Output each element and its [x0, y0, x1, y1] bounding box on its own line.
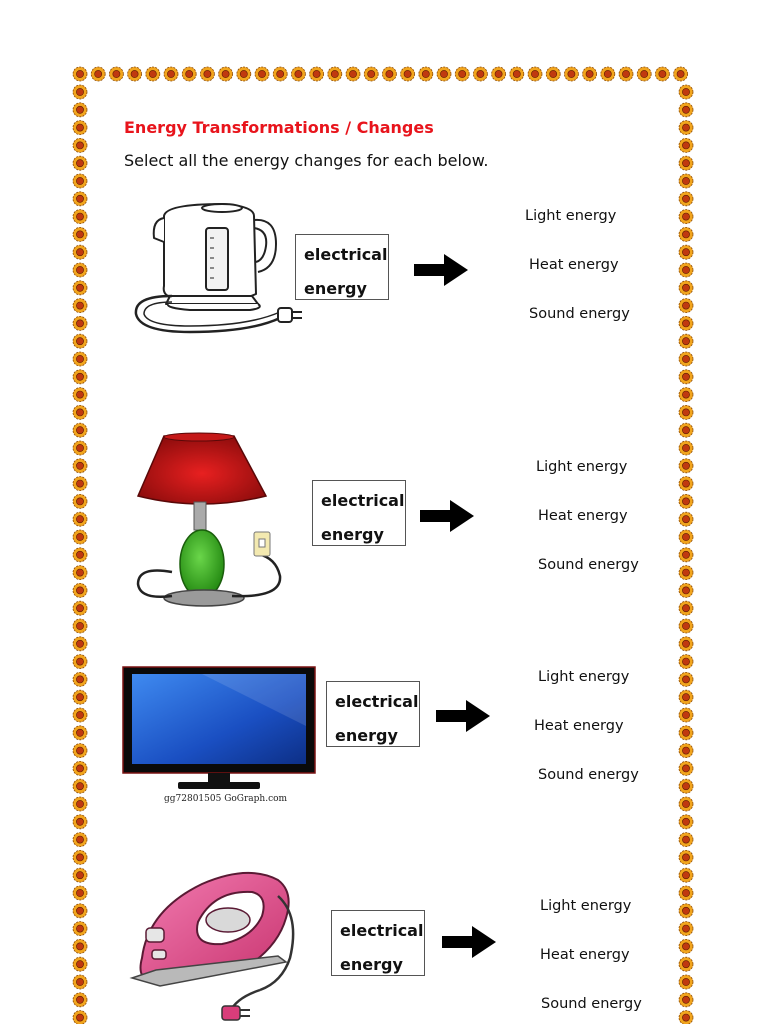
iron-icon	[128, 866, 306, 1024]
flower-icon	[679, 975, 693, 989]
flower-icon	[679, 263, 693, 277]
flower-icon	[679, 512, 693, 526]
input-energy-box	[326, 681, 420, 747]
flower-icon	[679, 637, 693, 651]
flower-icon	[679, 316, 693, 330]
flower-icon	[73, 868, 87, 882]
flower-icon	[73, 548, 87, 562]
option-sound-energy[interactable]: Sound energy	[529, 306, 630, 322]
option-sound-energy[interactable]: Sound energy	[538, 557, 639, 573]
arrow-right-icon	[436, 700, 490, 732]
flower-icon	[679, 245, 693, 259]
option-light-energy[interactable]: Light energy	[525, 208, 617, 224]
flower-icon	[73, 583, 87, 597]
flower-icon	[200, 67, 214, 81]
flower-icon	[679, 779, 693, 793]
flower-icon	[73, 423, 87, 437]
flower-icon	[73, 922, 87, 936]
option-heat-energy[interactable]: Heat energy	[538, 508, 628, 524]
flower-icon	[546, 67, 560, 81]
flower-icon	[73, 886, 87, 900]
flower-icon	[73, 138, 87, 152]
flower-icon	[583, 67, 597, 81]
flower-icon	[619, 67, 633, 81]
flower-icon	[679, 655, 693, 669]
flower-icon	[73, 726, 87, 740]
flower-icon	[328, 67, 342, 81]
flower-icon	[679, 708, 693, 722]
flower-icon	[164, 67, 178, 81]
flower-icon	[679, 352, 693, 366]
flower-icon	[679, 939, 693, 953]
flower-icon	[73, 815, 87, 829]
flower-icon	[73, 619, 87, 633]
flower-icon	[73, 174, 87, 188]
flower-icon	[679, 210, 693, 224]
input-energy-label: electrical	[304, 245, 388, 264]
input-energy-label: energy	[304, 279, 367, 298]
flower-icon	[679, 833, 693, 847]
flower-icon	[679, 370, 693, 384]
flower-icon	[73, 708, 87, 722]
flower-icon	[679, 904, 693, 918]
flower-icon	[73, 833, 87, 847]
flower-icon	[679, 797, 693, 811]
flower-icon	[679, 334, 693, 348]
lamp-icon	[132, 432, 292, 608]
flower-icon	[437, 67, 451, 81]
flower-icon	[679, 601, 693, 615]
input-energy-label: energy	[340, 955, 403, 974]
flower-icon	[679, 690, 693, 704]
flower-icon	[679, 815, 693, 829]
flower-icon	[679, 619, 693, 633]
flower-icon	[219, 67, 233, 81]
flower-icon	[73, 388, 87, 402]
flower-icon	[73, 477, 87, 491]
flower-icon	[679, 672, 693, 686]
flower-icon	[73, 441, 87, 455]
input-energy-box	[295, 234, 389, 300]
flower-icon	[401, 67, 415, 81]
television-icon	[122, 666, 318, 794]
flower-icon	[679, 850, 693, 864]
flower-icon	[679, 548, 693, 562]
flower-icon	[73, 512, 87, 526]
option-heat-energy[interactable]: Heat energy	[529, 257, 619, 273]
flower-icon	[492, 67, 506, 81]
flower-icon	[73, 850, 87, 864]
flower-icon	[679, 957, 693, 971]
flower-icon	[73, 299, 87, 313]
flower-icon	[637, 67, 651, 81]
flower-icon	[679, 192, 693, 206]
flower-icon	[679, 477, 693, 491]
flower-icon	[382, 67, 396, 81]
flower-icon	[73, 370, 87, 384]
input-energy-label: energy	[335, 726, 398, 745]
flower-icon	[679, 530, 693, 544]
flower-icon	[679, 281, 693, 295]
flower-border-left	[72, 66, 88, 1024]
flower-icon	[510, 67, 524, 81]
flower-icon	[679, 299, 693, 313]
flower-icon	[109, 67, 123, 81]
input-energy-box	[312, 480, 406, 546]
flower-icon	[346, 67, 360, 81]
flower-icon	[679, 138, 693, 152]
flower-icon	[73, 281, 87, 295]
flower-icon	[73, 672, 87, 686]
flower-icon	[679, 494, 693, 508]
flower-icon	[146, 67, 160, 81]
flower-icon	[679, 886, 693, 900]
flower-icon	[679, 156, 693, 170]
flower-icon	[679, 405, 693, 419]
input-energy-label: electrical	[321, 491, 405, 510]
flower-icon	[73, 655, 87, 669]
flower-icon	[679, 423, 693, 437]
flower-icon	[73, 601, 87, 615]
flower-icon	[182, 67, 196, 81]
flower-icon	[128, 67, 142, 81]
option-heat-energy[interactable]: Heat energy	[540, 947, 630, 963]
flower-icon	[73, 637, 87, 651]
flower-icon	[601, 67, 615, 81]
flower-icon	[73, 494, 87, 508]
flower-icon	[419, 67, 433, 81]
flower-icon	[73, 245, 87, 259]
flower-icon	[291, 67, 305, 81]
flower-icon	[679, 922, 693, 936]
flower-icon	[364, 67, 378, 81]
flower-icon	[255, 67, 269, 81]
flower-icon	[73, 263, 87, 277]
flower-icon	[273, 67, 287, 81]
flower-icon	[73, 957, 87, 971]
flower-icon	[679, 566, 693, 580]
flower-icon	[679, 1011, 693, 1024]
input-energy-label: energy	[321, 525, 384, 544]
flower-icon	[73, 156, 87, 170]
flower-icon	[73, 566, 87, 580]
flower-icon	[73, 761, 87, 775]
flower-icon	[73, 530, 87, 544]
option-heat-energy[interactable]: Heat energy	[534, 718, 624, 734]
flower-icon	[564, 67, 578, 81]
flower-icon	[73, 1011, 87, 1024]
flower-icon	[73, 352, 87, 366]
flower-icon	[679, 85, 693, 99]
flower-icon	[679, 868, 693, 882]
flower-icon	[679, 459, 693, 473]
flower-icon	[73, 405, 87, 419]
flower-icon	[679, 744, 693, 758]
flower-icon	[679, 441, 693, 455]
flower-icon	[73, 939, 87, 953]
flower-icon	[679, 993, 693, 1007]
flower-icon	[73, 227, 87, 241]
option-light-energy[interactable]: Light energy	[538, 669, 630, 685]
kettle-icon	[130, 198, 310, 343]
flower-icon	[679, 227, 693, 241]
input-energy-box	[331, 910, 425, 976]
option-sound-energy[interactable]: Sound energy	[538, 767, 639, 783]
flower-icon	[679, 726, 693, 740]
image-caption: gg72801505 GoGraph.com	[164, 794, 288, 804]
flower-icon	[528, 67, 542, 81]
flower-icon	[679, 388, 693, 402]
flower-icon	[655, 67, 669, 81]
flower-icon	[73, 690, 87, 704]
flower-icon	[679, 583, 693, 597]
flower-icon	[73, 459, 87, 473]
instructions: Select all the energy changes for each below.	[124, 151, 489, 170]
arrow-right-icon	[414, 254, 468, 286]
flower-icon	[679, 121, 693, 135]
input-energy-label: electrical	[340, 921, 424, 940]
option-light-energy[interactable]: Light energy	[536, 459, 628, 475]
flower-icon	[73, 121, 87, 135]
flower-icon	[455, 67, 469, 81]
flower-icon	[237, 67, 251, 81]
flower-icon	[73, 975, 87, 989]
flower-icon	[91, 67, 105, 81]
arrow-right-icon	[442, 926, 496, 958]
flower-icon	[679, 174, 693, 188]
flower-icon	[73, 210, 87, 224]
flower-icon	[679, 761, 693, 775]
flower-icon	[73, 316, 87, 330]
arrow-right-icon	[420, 500, 474, 532]
flower-icon	[73, 993, 87, 1007]
flower-icon	[73, 334, 87, 348]
flower-icon	[73, 85, 87, 99]
option-sound-energy[interactable]: Sound energy	[541, 996, 642, 1012]
flower-border-top	[72, 66, 696, 82]
flower-icon	[73, 797, 87, 811]
page-title: Energy Transformations / Changes	[124, 118, 434, 137]
flower-icon	[73, 192, 87, 206]
flower-border-right	[678, 66, 694, 1024]
input-energy-label: electrical	[335, 692, 419, 711]
flower-icon	[73, 779, 87, 793]
flower-icon	[73, 744, 87, 758]
flower-icon	[310, 67, 324, 81]
flower-icon	[679, 103, 693, 117]
flower-icon	[73, 103, 87, 117]
flower-icon	[473, 67, 487, 81]
flower-icon	[73, 904, 87, 918]
option-light-energy[interactable]: Light energy	[540, 898, 632, 914]
